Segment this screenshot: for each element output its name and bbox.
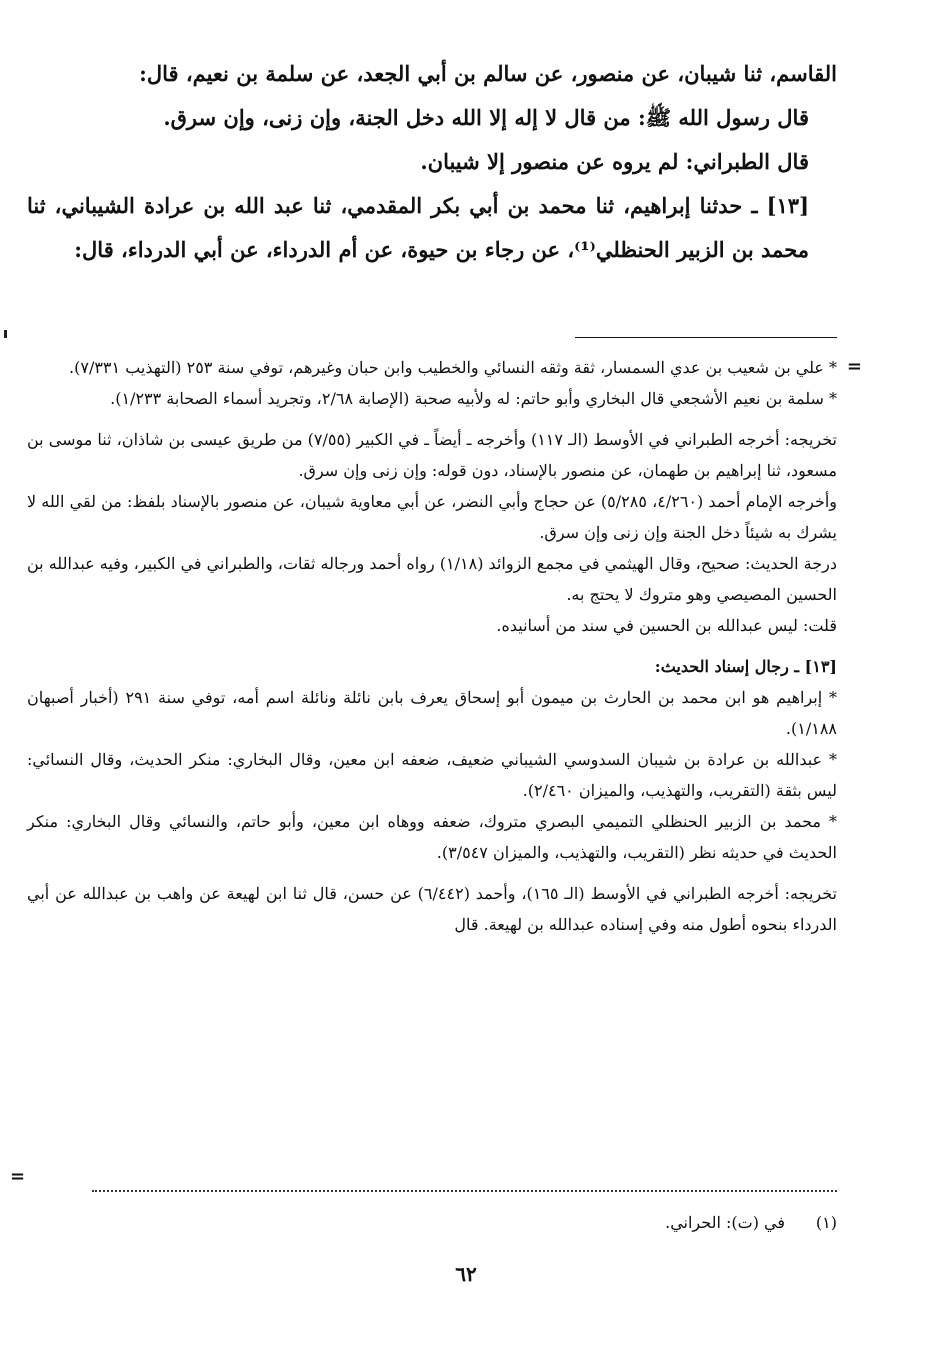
main-line-1: القاسم، ثنا شيبان، عن منصور، عن سالم بن أبي الجعد، عن سلمة بن نعيم، قال:	[139, 61, 837, 86]
note-narrator-ali: * علي بن شعيب بن عدي السمسار، ثقة وثقه النسائي والخطيب وابن حبان وغيرهم، توفي سنة ٢٥٣ (التهذيب ٧/٣٣١).	[69, 358, 837, 377]
note-remark: قلت: ليس عبدالله بن الحسين في سند من أسانيده.	[496, 616, 837, 635]
footnote-number: (١)	[815, 1213, 837, 1232]
note-narrator-muhammad: * محمد بن الزبير الحنظلي التميمي البصري متروك، ضعفه ووهاه ابن معين، وأبو حاتم، والنسائي وقال البخاري: منكر الحديث في حديثه نظر (التقريب، والتهذيب، والميزان ٣/٥٤٧).	[27, 812, 837, 862]
hadith-13	[27, 184, 837, 272]
note-narrator-ibrahim: * إبراهيم هو ابن محمد بن الحارث بن ميمون أبو إسحاق يعرف بابن نائلة ونائلة اسم أمه، توفي سنة ٢٩١ (أخبار أصبهان ١/١٨٨).	[27, 688, 838, 738]
hadith-number: [١٣] ـ	[751, 193, 810, 218]
notes-section	[27, 352, 837, 940]
continuation-mark-bottom: =	[10, 1166, 26, 1187]
main-text	[27, 52, 837, 272]
note-narrator-abdullah: * عبدالله بن عرادة بن شيبان السدوسي الشيباني ضعيف، ضعفه ابن معين، وقال البخاري: منكر الحديث، وقال النسائي: ليس بثقة (التقريب، والتهذيب، والميزان ٢/٤٦٠).	[27, 750, 837, 800]
footnote-text: في (ت): الحراني.	[665, 1213, 785, 1232]
note-grade: درجة الحديث: صحيح، وقال الهيثمي في مجمع الزوائد (١/١٨) رواه أحمد ورجاله ثقات، والطبراني في الكبير، وفيه عبدالله بن الحسين المصيصي وهو متروك لا يحتج به.	[27, 554, 838, 604]
hadith-13-text: حدثنا إبراهيم، ثنا محمد بن أبي بكر المقدمي، ثنا عبد الله بن عرادة الشيباني، ثنا محمد بن الزبير الحنظلي⁽¹⁾، عن رجاء بن حيوة، عن أم الدرداء، عن أبي الدرداء، قال:	[27, 193, 809, 262]
main-line-3: قال الطبراني: لم يروه عن منصور إلا شيبان.	[420, 149, 809, 174]
separator-rule	[575, 337, 837, 338]
note-rijal-heading: [١٣] ـ رجال إسناد الحديث:	[654, 657, 837, 676]
margin-tick	[4, 330, 7, 338]
note-takhrij-13: تخريجه: أخرجه الطبراني في الأوسط (الـ ١٦٥)، وأحمد (٦/٤٤٢) عن حسن، قال ثنا ابن لهيعة عن واهب بن عبدالله عن أبي الدرداء بنحوه أطول منه وفي إسناده عبدالله بن لهيعة. قال	[27, 884, 838, 934]
main-line-2: قال رسول الله ﷺ: من قال لا إله إلا الله دخل الجنة، وإن زنى، وإن سرق.	[163, 105, 809, 130]
note-takhrij-12: تخريجه: أخرجه الطبراني في الأوسط (الـ ١١٧) وأخرجه ـ أيضاً ـ في الكبير (٧/٥٥) من طريق عيسى بن شاذان، ثنا موسى بن مسعود، ثنا إبراهيم بن طهمان، عن منصور بالإسناد، دون قوله: وإن زنى وإن سرق.	[27, 430, 838, 480]
continuation-mark-top: =	[846, 356, 862, 377]
footnote-1	[27, 1208, 837, 1238]
note-ahmad: وأخرجه الإمام أحمد (٤/٢٦٠، ٥/٢٨٥) عن حجاج وأبي النضر، عن أبي معاوية شيبان، عن منصور بالإسناد بلفظ: من لقي الله لا يشرك به شيئاً دخل الجنة وإن زنى وإن سرق.	[27, 492, 838, 542]
page-number: ٦٢	[455, 1262, 477, 1286]
note-narrator-salama: * سلمة بن نعيم الأشجعي قال البخاري وأبو حاتم: له ولأبيه صحبة (الإصابة ٢/٦٨، وتجريد أسماء الصحابة ١/٢٣٣).	[110, 389, 837, 408]
footnote-separator	[92, 1190, 837, 1192]
